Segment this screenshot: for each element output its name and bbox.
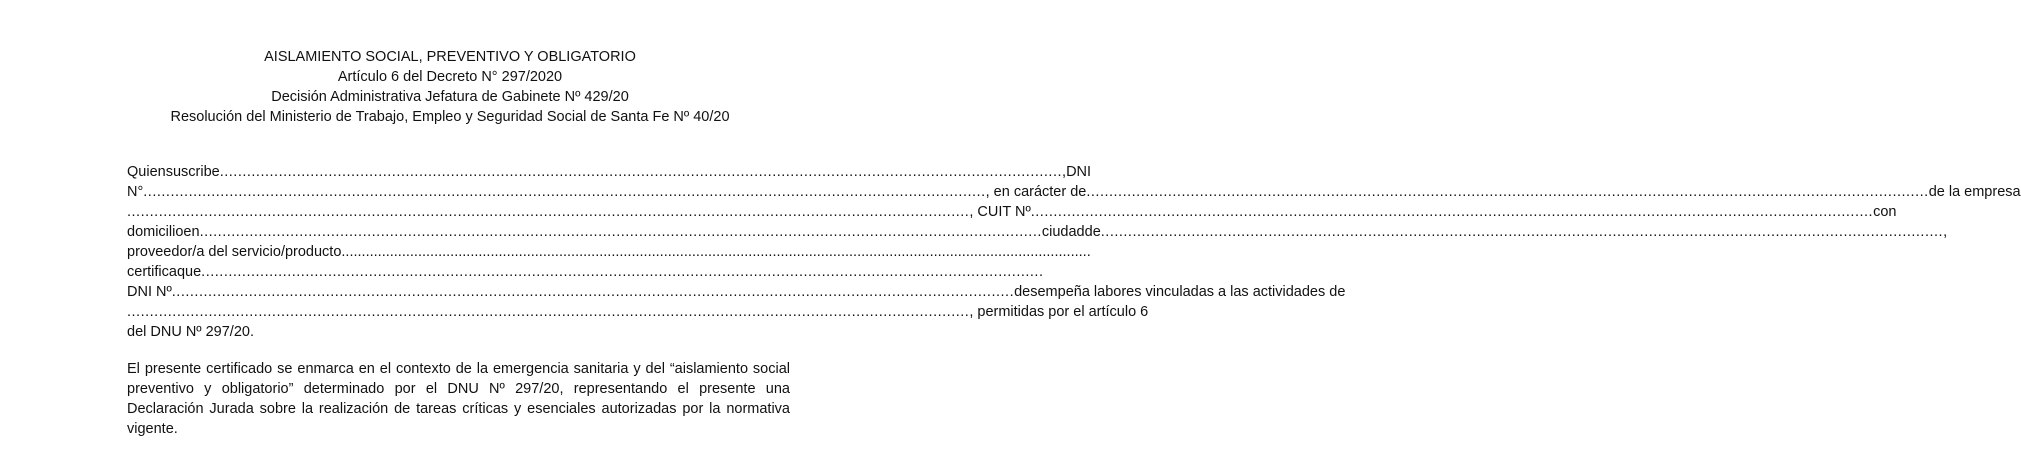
document-header [0,47,900,127]
form-text: , CUIT Nº [969,204,1031,220]
form-text: en [183,224,200,240]
form-text: que [176,264,202,280]
resolution-reference: Resolución del Ministerio de Trabajo, Empleo y Seguridad Social de Santa Fe Nº 40/20 [170,109,730,125]
administrative-decision-reference: Decisión Administrativa Jefatura de Gabinete Nº 429/20 [271,89,629,105]
form-line-certifies [127,262,1044,282]
document-title: AISLAMIENTO SOCIAL, PREVENTIVO Y OBLIGATORIO [264,49,636,65]
form-line-dnu [127,322,790,342]
form-text: ciudad [1041,224,1085,240]
company-field[interactable]: .......................................................................................................................................................................................... [127,204,970,220]
form-text: DNI [1066,164,1092,180]
form-line-activities [127,302,1149,322]
form-text: de [1084,224,1101,240]
signer-name-field[interactable]: .......................................................................................................................................................................................... [219,164,1063,180]
address-field[interactable]: .......................................................................................................................................................................................... [199,224,1042,240]
form-text: proveedor/a del servicio/producto [127,244,342,260]
form-text: , [1062,164,1067,180]
form-text: Quien [127,164,166,180]
form-text: suscribe [165,164,220,180]
form-line-company [127,202,1897,222]
city-field[interactable]: .......................................................................................................................................................................................... [1100,224,1944,240]
activities-field[interactable]: .......................................................................................................................................................................................... [127,304,970,320]
cuit-field[interactable]: .......................................................................................................................................................................................... [1030,204,1874,220]
declaration-paragraph: El presente certificado se enmarca en el contexto de la emergencia sanitaria y del “aislamiento social preventivo y obligatorio” determinado por el DNU Nº 297/20, representando el presente una Declaración Jurada sobre la realización de tareas críticas y esenciales autorizadas por la normativa vigente. [127,361,790,437]
role-field[interactable]: .......................................................................................................................................................................................... [1086,184,1929,200]
form-line-dni [127,182,2021,202]
form-text: desempeña labores vinculadas a las actividades de [1014,284,1346,300]
form-text: , en carácter de [985,184,1087,200]
form-text: N° [127,184,144,200]
form-text: del DNU Nº 297/20. [127,324,254,340]
decree-reference: Artículo 6 del Decreto N° 297/2020 [337,69,563,85]
form-text: domicilio [127,224,184,240]
worker-name-field[interactable]: .......................................................................................................................................................................................... [201,264,1044,280]
worker-dni-field[interactable]: .......................................................................................................................................................................................... [171,284,1015,300]
form-text: , permitidas por el artículo 6 [969,304,1149,320]
form-line-provider [127,242,1091,262]
form-text: , [1943,224,1948,240]
form-line-signer [127,162,1092,182]
form-line-address [127,222,1948,242]
form-text: con [1873,204,1897,220]
form-text: DNI Nº [127,284,172,300]
form-line-worker-dni [127,282,1346,302]
form-text: de la empresa [1928,184,2021,200]
signer-dni-field[interactable]: .......................................................................................................................................................................................... [143,184,986,200]
certificate-form [127,162,2021,342]
form-text: certifica [127,264,177,280]
service-product-field[interactable]: .......................................................................................................................................................................................... [341,244,1091,260]
